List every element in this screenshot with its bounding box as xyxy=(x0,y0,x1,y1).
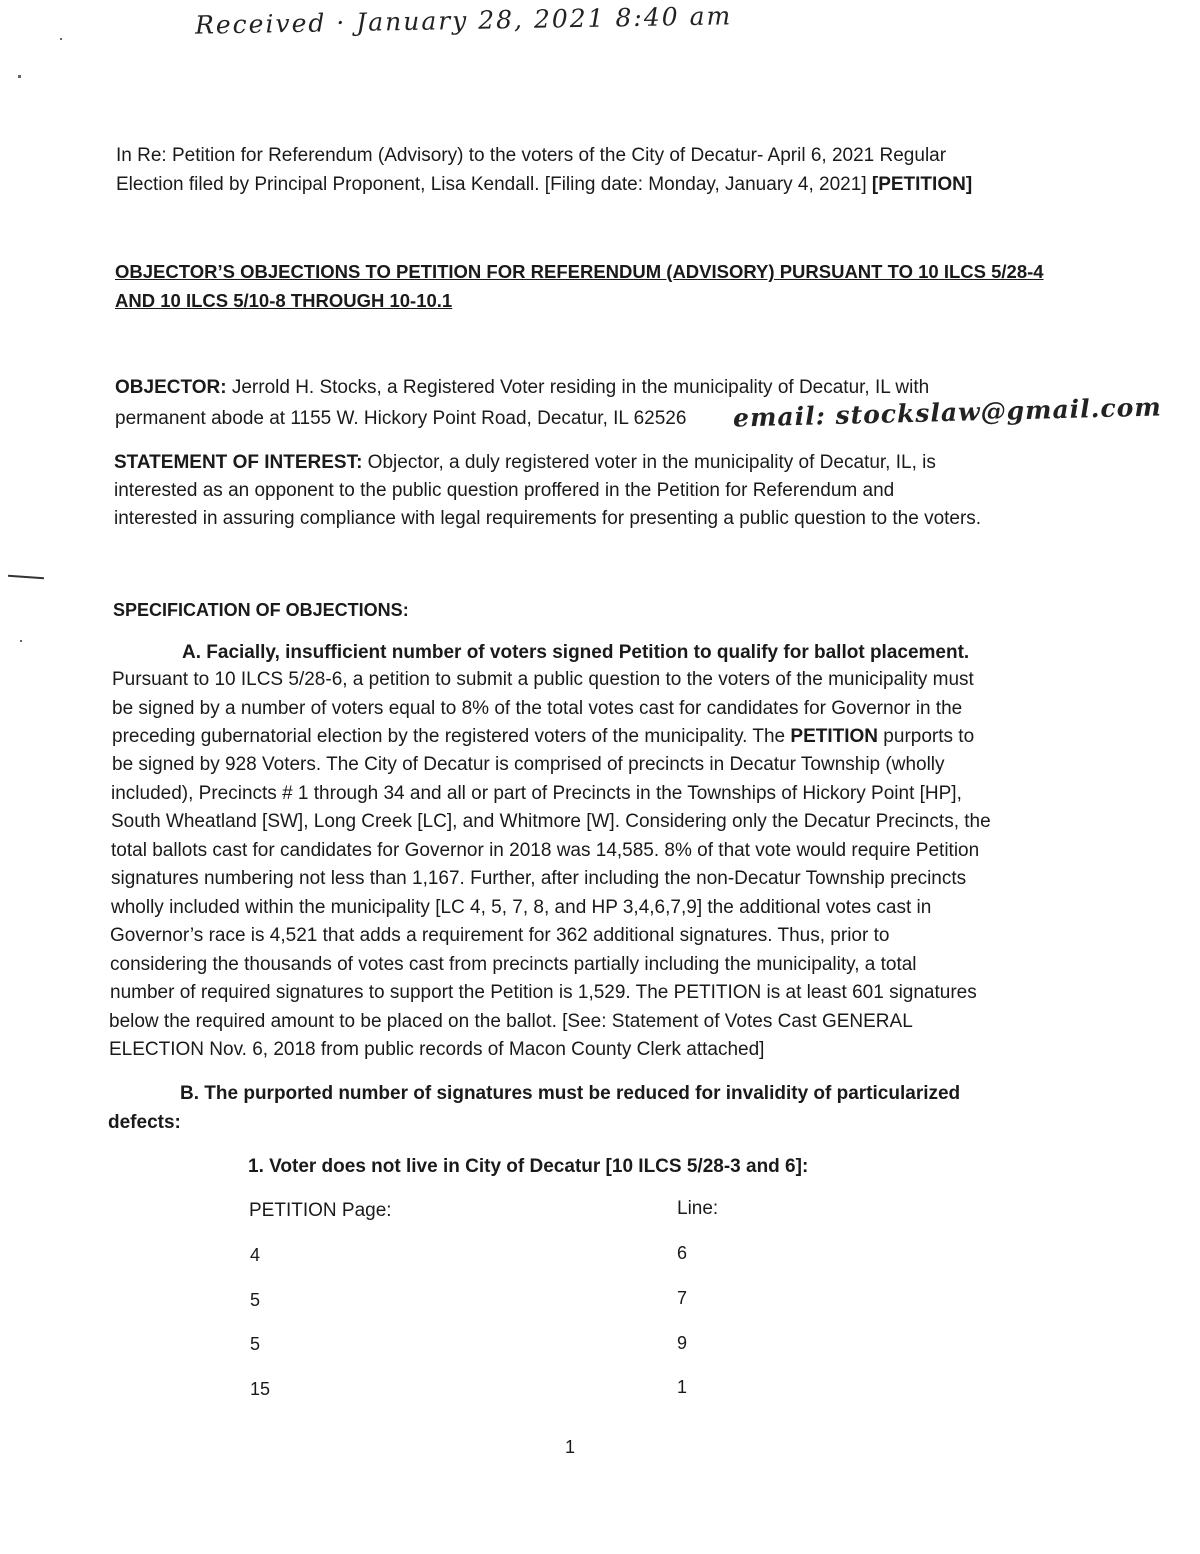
section-a-line: be signed by a number of voters equal to 8% of the total votes cast for candidates for Governor in the xyxy=(112,698,963,719)
section-a-line-tail: purports to xyxy=(878,726,975,747)
section-a-line: wholly included within the municipality [LC 4, 5, 7, 8, and HP 3,4,6,7,9] the additional votes cast in xyxy=(111,897,932,918)
document-title-line-1: OBJECTOR’S OBJECTIONS TO PETITION FOR REFERENDUM (ADVISORY) PURSUANT TO 10 ILCS 5/28-4 xyxy=(115,261,1044,282)
scan-mark xyxy=(60,38,62,40)
column-header-page: PETITION Page: xyxy=(249,1200,392,1221)
table-cell-line: 1 xyxy=(677,1377,688,1397)
section-a-line: Governor’s race is 4,521 that adds a requirement for 362 additional signatures. Thus, prior to xyxy=(110,925,890,946)
page-number: 1 xyxy=(565,1437,576,1457)
section-a-line: Pursuant to 10 ILCS 5/28-6, a petition to submit a public question to the voters of the municipality must xyxy=(112,669,974,690)
section-b-heading: B. The purported number of signatures must be reduced for invalidity of particularized xyxy=(180,1083,961,1104)
specification-heading: SPECIFICATION OF OBJECTIONS: xyxy=(113,600,409,620)
re-line-2 xyxy=(116,171,972,200)
section-a-line: included), Precincts # 1 through 34 and all or part of Precincts in the Townships of Hickory Point [HP], xyxy=(111,783,962,804)
petition-term: PETITION xyxy=(790,726,879,747)
column-header-line: Line: xyxy=(677,1198,719,1219)
section-a-line: total ballots cast for candidates for Governor in 2018 was 14,585. 8% of that vote would require Petition xyxy=(111,840,980,861)
table-cell-page: 15 xyxy=(250,1379,271,1399)
section-a-line: below the required amount to be placed on the ballot. [See: Statement of Votes Cast GENERAL xyxy=(109,1011,913,1032)
section-a-line: South Wheatland [SW], Long Creek [LC], and Whitmore [W]. Considering only the Decatur Precincts, the xyxy=(111,811,991,832)
section-a-line: ELECTION Nov. 6, 2018 from public records of Macon County Clerk attached] xyxy=(109,1039,765,1060)
interest-line-3: interested in assuring compliance with legal requirements for presenting a public question to the voters. xyxy=(114,508,982,529)
table-cell-page: 5 xyxy=(250,1290,261,1310)
section-b-heading-cont: defects: xyxy=(108,1112,181,1133)
table-cell-line: 6 xyxy=(677,1243,688,1263)
objector-line-1 xyxy=(115,374,929,403)
scan-mark xyxy=(8,575,44,580)
interest-label: STATEMENT OF INTEREST: xyxy=(114,452,363,473)
table-cell-page: 5 xyxy=(250,1334,261,1354)
scan-mark xyxy=(18,75,21,78)
section-a-line xyxy=(112,723,974,752)
document-title-line-2: AND 10 ILCS 5/10-8 THROUGH 10-10.1 xyxy=(115,290,453,311)
interest-line-2: interested as an opponent to the public question proffered in the Petition for Referendum and xyxy=(114,480,895,501)
subsection-1-heading: 1. Voter does not live in City of Decatur [10 ILCS 5/28-3 and 6]: xyxy=(248,1156,809,1177)
interest-text: Objector, a duly registered voter in the municipality of Decatur, IL, is xyxy=(362,452,936,473)
table-cell-page: 4 xyxy=(250,1245,261,1265)
scan-mark xyxy=(20,640,22,642)
section-a-line: be signed by 928 Voters. The City of Decatur is comprised of precincts in Decatur Township (wholly xyxy=(112,754,945,775)
section-a-line-text: preceding gubernatorial election by the registered voters of the municipality. The xyxy=(112,726,791,747)
objector-line-2: permanent abode at 1155 W. Hickory Point Road, Decatur, IL 62526 xyxy=(115,408,687,429)
objector-text: Jerrold H. Stocks, a Registered Voter residing in the municipality of Decatur, IL with xyxy=(226,377,930,398)
table-cell-line: 9 xyxy=(677,1333,688,1353)
section-a-heading: A. Facially, insufficient number of voters signed Petition to qualify for ballot placement. xyxy=(182,642,970,663)
table-cell-line: 7 xyxy=(677,1288,688,1308)
section-a-line: signatures numbering not less than 1,167. Further, after including the non-Decatur Township precincts xyxy=(111,868,967,889)
objector-label: OBJECTOR: xyxy=(115,377,227,398)
interest-line-1 xyxy=(114,449,936,478)
section-a-line: number of required signatures to support the Petition is 1,529. The PETITION is at least 601 signatures xyxy=(110,982,977,1003)
handwritten-email: email: stockslaw@gmail.com xyxy=(732,392,1163,433)
re-line-2-text: Election filed by Principal Proponent, Lisa Kendall. [Filing date: Monday, January 4, 2021] xyxy=(116,174,872,195)
petition-tag: [PETITION] xyxy=(871,174,973,195)
section-a-line: considering the thousands of votes cast from precincts partially including the municipality, a total xyxy=(110,954,917,975)
re-line-1: In Re: Petition for Referendum (Advisory) to the voters of the City of Decatur- April 6, 2021 Regular xyxy=(116,145,947,166)
handwritten-received-note: Received · January 28, 2021 8:40 am xyxy=(194,1,733,40)
